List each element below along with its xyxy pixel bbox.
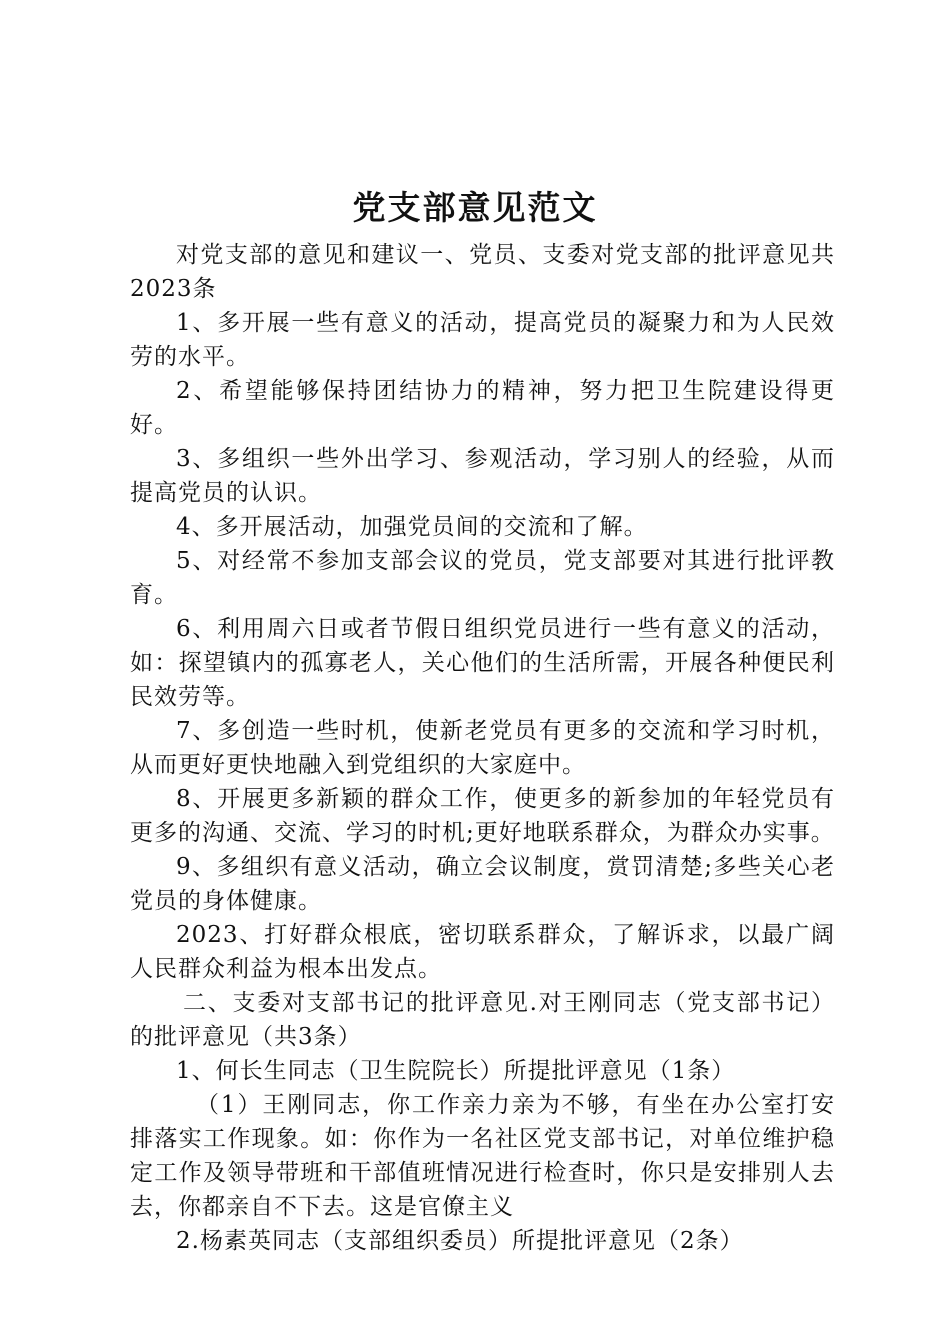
paragraph-item-1: 1、多开展一些有意义的活动，提高党员的凝聚力和为人民效劳的水平。: [130, 310, 835, 370]
paragraph-subitem-2: 2.杨素英同志（支部组织委员）所提批评意见（2条）: [176, 1228, 744, 1254]
document-body: [130, 238, 835, 1258]
paragraph-item-7: 7、多创造一些时机，使新老党员有更多的交流和学习时机，从而更好更快地融入到党组织的大家庭中。: [130, 718, 835, 778]
paragraph-intro: 对党支部的意见和建议一、党员、支委对党支部的批评意见共2023条: [130, 242, 835, 302]
paragraph-item-2: 2、希望能够保持团结协力的精神，努力把卫生院建设得更好。: [130, 378, 835, 438]
document-title: 党支部意见范文: [352, 188, 598, 227]
paragraph-subitem-1-detail: （1）王刚同志，你工作亲力亲为不够，有坐在办公室打安排落实工作现象。如：你作为一名社区党支部书记，对单位维护稳定工作及领导带班和干部值班情况进行检查时，你只是安排别人去去，你都亲自不下去。这是官僚主义: [130, 1092, 835, 1220]
paragraph-item-3: 3、多组织一些外出学习、参观活动，学习别人的经验，从而提高党员的认识。: [130, 446, 835, 506]
paragraph-item-4: 4、多开展活动，加强党员间的交流和了解。: [176, 514, 648, 540]
paragraph-item-10: 2023、打好群众根底，密切联系群众，了解诉求，以最广阔人民群众利益为根本出发点。: [130, 922, 835, 982]
paragraph-item-6: 6、利用周六日或者节假日组织党员进行一些有意义的活动，如：探望镇内的孤寡老人，关心他们的生活所需，开展各种便民利民效劳等。: [130, 616, 835, 710]
paragraph-item-8: 8、开展更多新颖的群众工作，使更多的新参加的年轻党员有更多的沟通、交流、学习的时机;更好地联系群众，为群众办实事。: [130, 786, 835, 846]
paragraph-item-5: 5、对经常不参加支部会议的党员，党支部要对其进行批评教育。: [130, 548, 835, 608]
paragraph-subitem-1: 1、何长生同志（卫生院院长）所提批评意见（1条）: [176, 1058, 736, 1084]
paragraph-section-2: 二、支委对支部书记的批评意见.对王刚同志（党支部书记）的批评意见（共3条）: [130, 990, 835, 1050]
paragraph-item-9: 9、多组织有意义活动，确立会议制度，赏罚清楚;多些关心老党员的身体健康。: [130, 854, 835, 914]
